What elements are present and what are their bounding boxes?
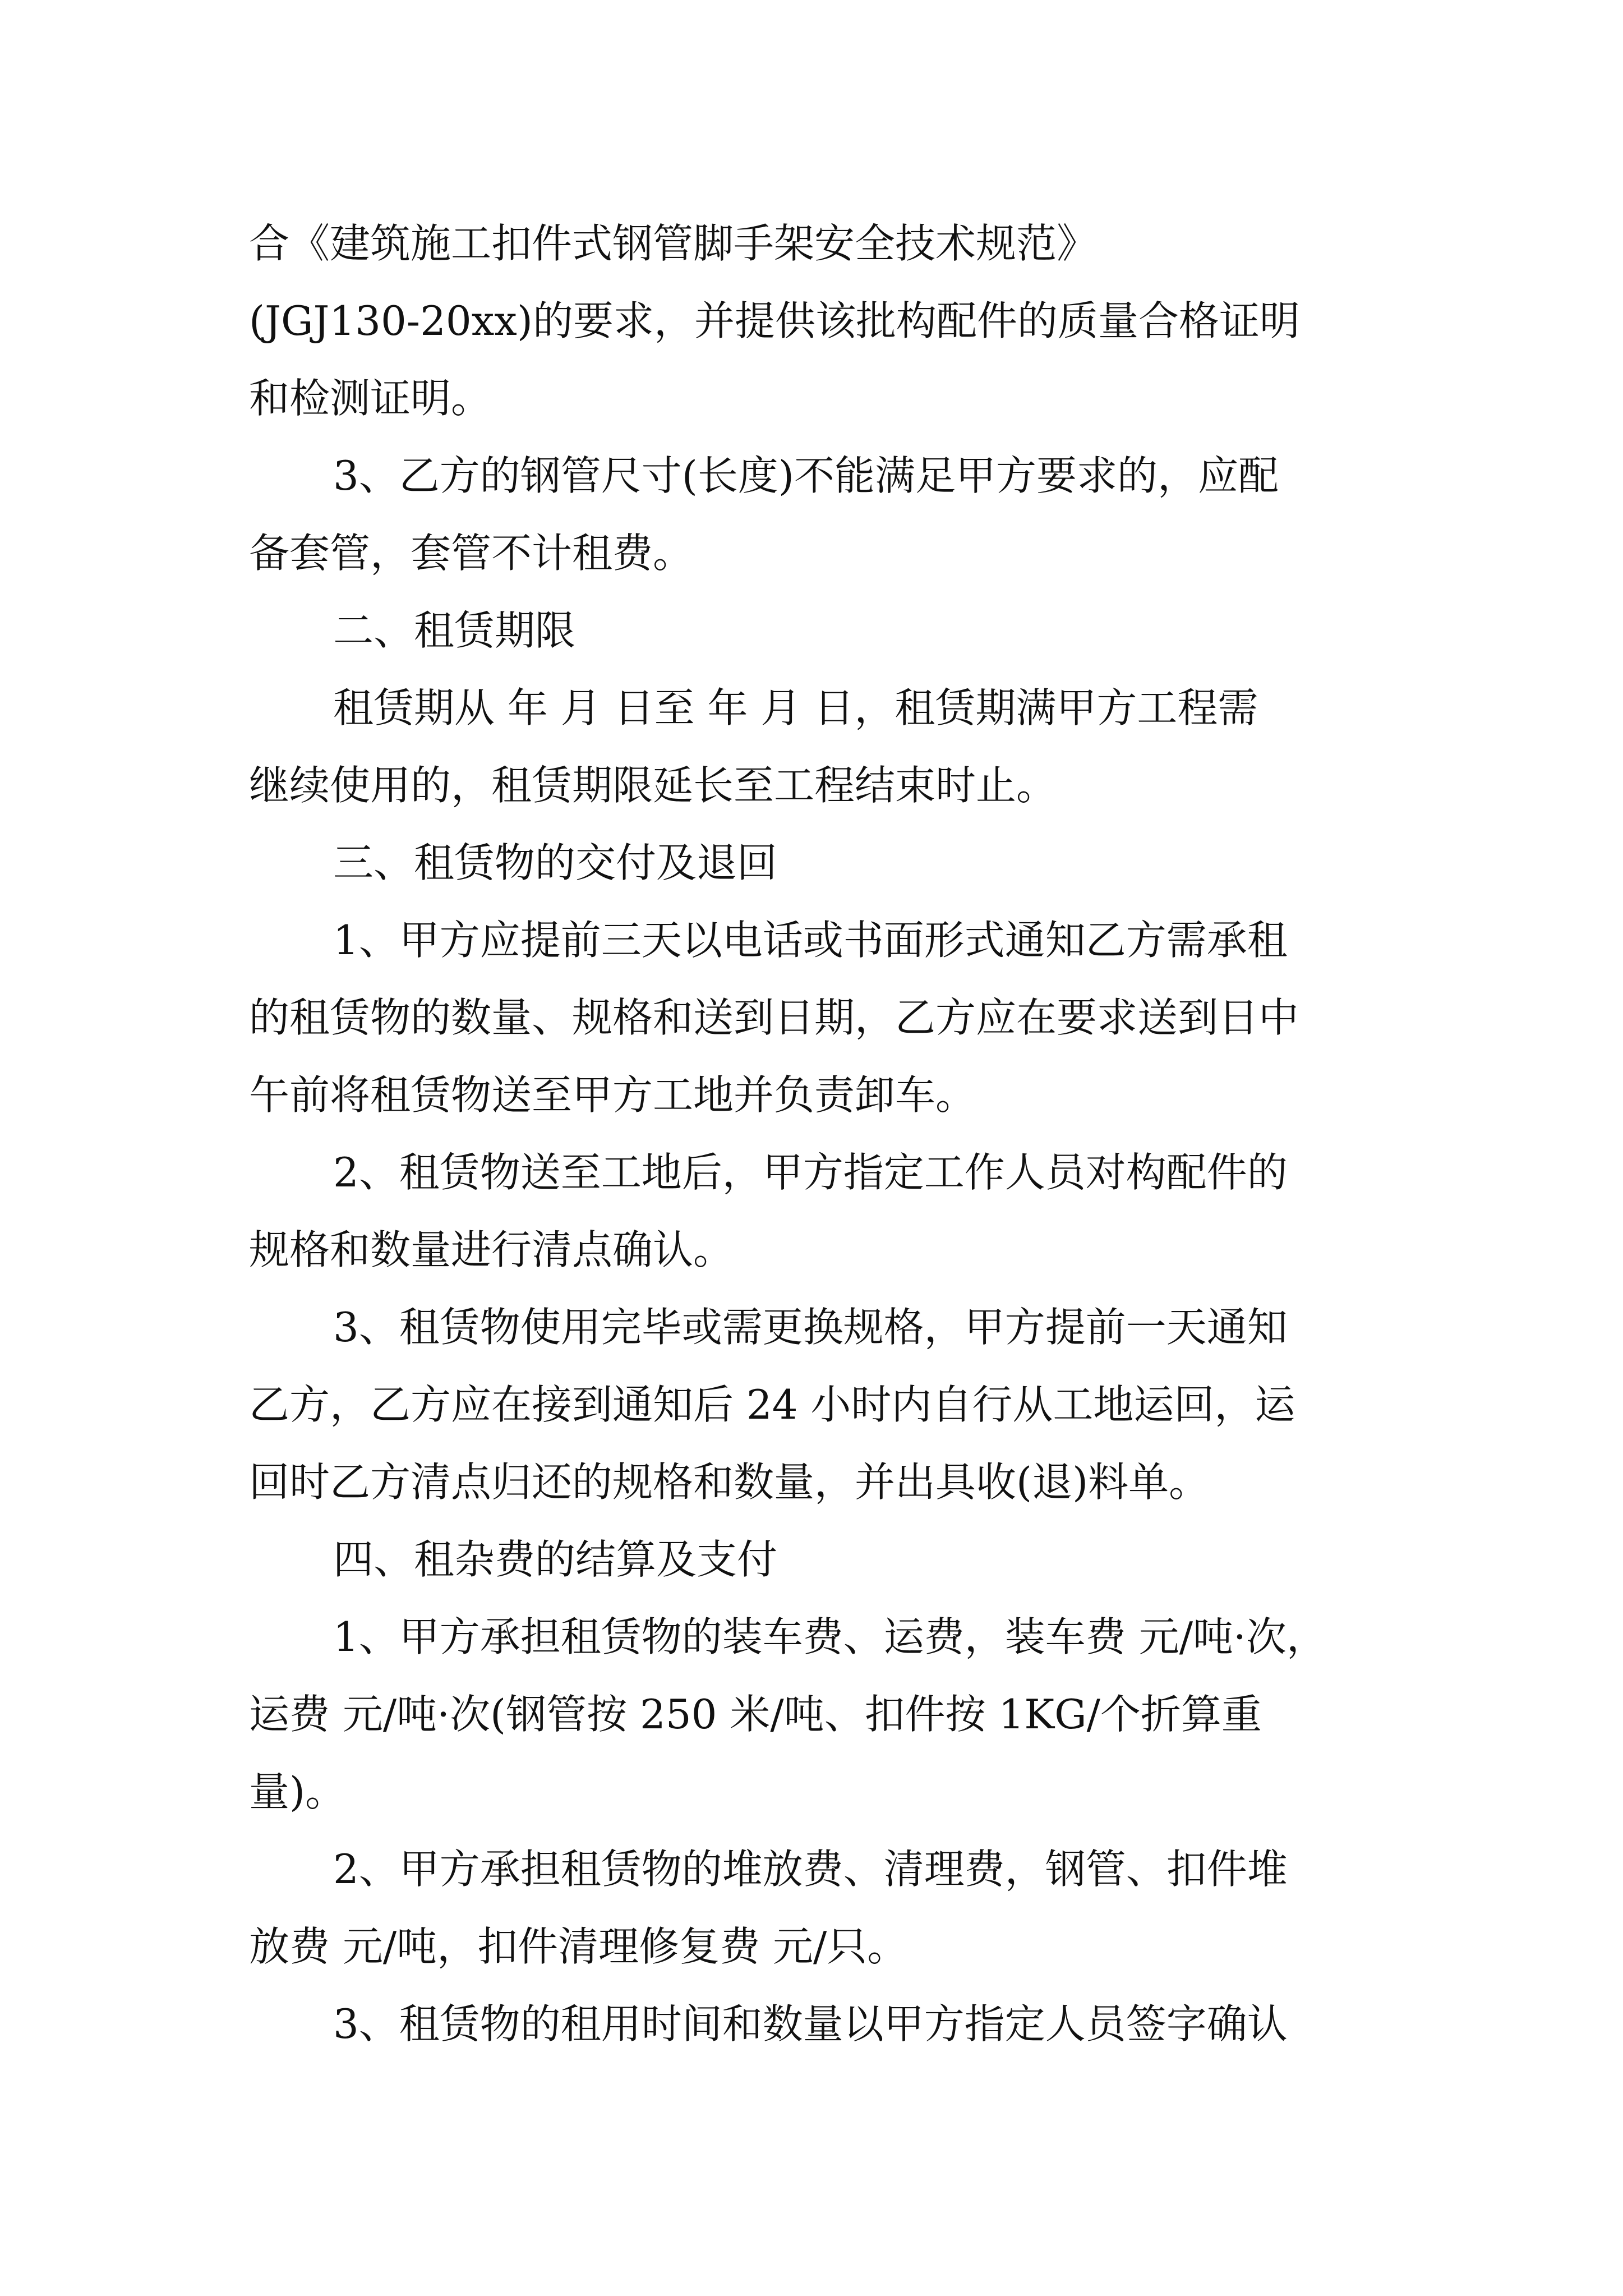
paragraph-line: 合《建筑施工扣件式钢管脚手架安全技术规范》 xyxy=(249,220,1098,267)
paragraph-line: 量)。 xyxy=(249,1768,346,1815)
paragraph-line: 3、乙方的钢管尺寸(长度)不能满足甲方要求的，应配 xyxy=(333,452,1279,499)
section-heading: 三、租赁物的交付及退回 xyxy=(333,839,778,886)
paragraph-line: 继续使用的，租赁期限延长至工程结束时止。 xyxy=(249,762,1057,809)
paragraph-line: (JGJ130-20xx)的要求，并提供该批构配件的质量合格证明 xyxy=(249,297,1301,344)
paragraph-line: 和检测证明。 xyxy=(249,375,492,422)
section-heading: 四、租杂费的结算及支付 xyxy=(333,1536,778,1583)
paragraph-line: 回时乙方清点归还的规格和数量，并出具收(退)料单。 xyxy=(249,1458,1210,1506)
paragraph-line: 1、甲方承担租赁物的装车费、运费，装车费 元/吨·次， xyxy=(333,1613,1327,1660)
paragraph-line: 午前将租赁物送至甲方工地并负责卸车。 xyxy=(249,1071,976,1119)
paragraph-line: 2、甲方承担租赁物的堆放费、清理费，钢管、扣件堆 xyxy=(333,1846,1288,1893)
paragraph-line: 3、租赁物的租用时间和数量以甲方指定人员签字确认 xyxy=(333,2000,1288,2047)
paragraph-line: 规格和数量进行清点确认。 xyxy=(249,1226,734,1273)
paragraph-line: 3、租赁物使用完毕或需更换规格，甲方提前一天通知 xyxy=(333,1304,1288,1351)
paragraph-line: 乙方，乙方应在接到通知后 24 小时内自行从工地运回，运 xyxy=(249,1381,1295,1428)
paragraph-line: 的租赁物的数量、规格和送到日期，乙方应在要求送到日中 xyxy=(249,994,1299,1041)
paragraph-line: 租赁期从 年 月 日至 年 月 日，租赁期满甲方工程需 xyxy=(333,684,1258,731)
paragraph-line: 2、租赁物送至工地后，甲方指定工作人员对构配件的 xyxy=(333,1149,1288,1196)
paragraph-line: 放费 元/吨，扣件清理修复费 元/只。 xyxy=(249,1923,908,1970)
paragraph-line: 1、甲方应提前三天以电话或书面形式通知乙方需承租 xyxy=(333,917,1288,964)
paragraph-line: 备套管，套管不计租费。 xyxy=(249,530,694,577)
paragraph-line: 运费 元/吨·次(钢管按 250 米/吨、扣件按 1KG/个折算重 xyxy=(249,1691,1262,1738)
section-heading: 二、租赁期限 xyxy=(333,607,576,654)
document-body xyxy=(249,205,1377,2063)
